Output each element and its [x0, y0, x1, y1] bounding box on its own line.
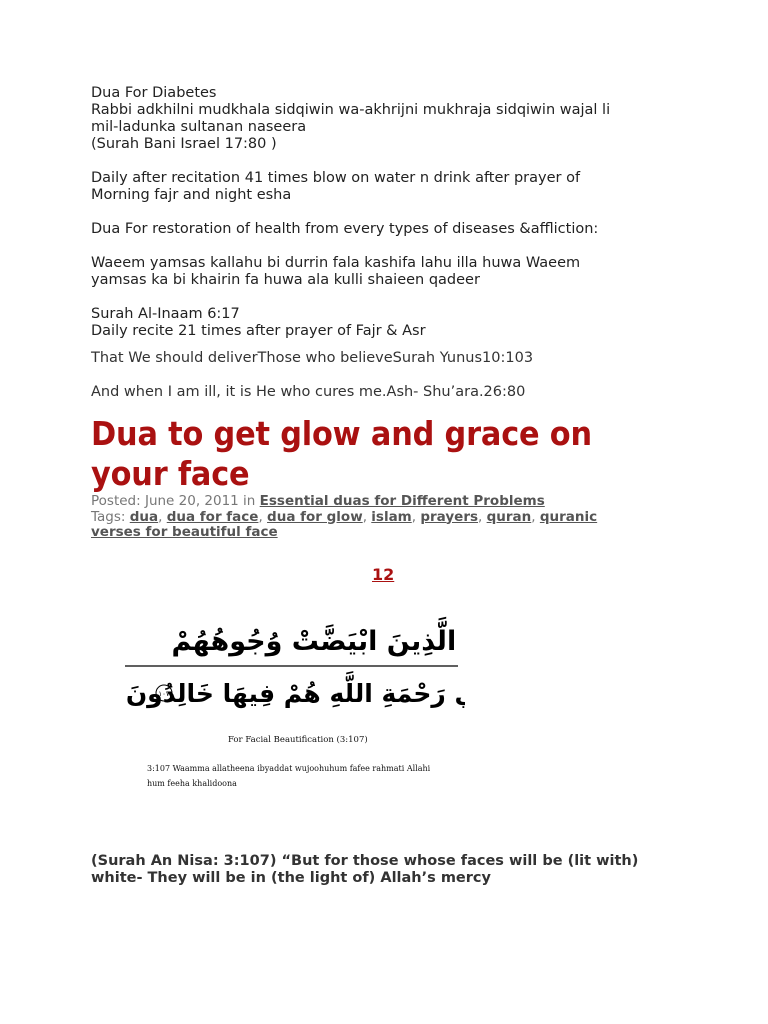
dua-text-line: yamsas ka bi khairin fa huwa ala kulli shaieen qadeer: [91, 272, 480, 288]
tag-link[interactable]: quranic: [539, 508, 598, 525]
post-title-line: your face: [91, 454, 250, 493]
instruction-line: Daily after recitation 41 times blow on water n drink after prayer of: [91, 170, 581, 186]
dua-diabetes-title: Dua For Diabetes: [91, 85, 217, 101]
tags-label: Tags:: [91, 508, 130, 525]
tag-link[interactable]: dua for face: [166, 508, 259, 525]
category-link[interactable]: Essential duas for Different Problems: [259, 493, 545, 509]
translation-line: white- They will be in (the light of) Allah’s mercy: [91, 870, 491, 886]
tag-link[interactable]: dua for glow: [267, 508, 363, 525]
tag-link[interactable]: prayers: [420, 508, 479, 525]
instruction-line: Daily recite 21 times after prayer of Fajr & Asr: [91, 323, 426, 339]
post-meta-tags-cont: [91, 525, 691, 541]
dua-health-title: Dua For restoration of health from every types of diseases &affliction:: [91, 221, 599, 237]
figure-caption: For Facial Beautification (3:107): [228, 735, 368, 745]
verse-line: And when I am ill, it is He who cures me.Ash- Shu’ara.26:80: [91, 384, 526, 400]
tag-link[interactable]: dua: [129, 508, 159, 525]
comment-count-link[interactable]: 12: [372, 565, 395, 584]
posted-label: Posted: June 20, 2011 in: [91, 493, 260, 509]
dua-text-line: Rabbi adkhilni mudkhala sidqiwin wa-akhrijni mukhraja sidqiwin wajal li: [91, 102, 611, 118]
surah-reference: (Surah Bani Israel 17:80 ): [91, 136, 277, 152]
verse-number: ١٠٧: [158, 690, 170, 698]
tag-link[interactable]: islam: [371, 508, 412, 525]
arabic-verse-line: رَحْمَةِ اللَّهِ هُمْ فِيهَا خَالِدُونَ: [125, 679, 446, 708]
arabic-verse-line: الَّذِينَ ابْيَضَّتْ وُجُوهُهُمْ: [171, 626, 457, 657]
post-title: [91, 414, 691, 494]
quran-verse-image: [120, 610, 465, 800]
tag-link[interactable]: verses for beautiful face: [91, 524, 278, 540]
article-body: [91, 85, 691, 541]
transliteration-line: 3:107 Waamma allatheena ibyaddat wujoohuhum fafee rahmati Allahi: [147, 764, 431, 773]
transliteration-line: hum feeha khalidoona: [147, 779, 237, 788]
verse-line: That We should deliverThose who believeSurah Yunus10:103: [91, 350, 534, 366]
translation-line: (Surah An Nisa: 3:107) “But for those whose faces will be (lit with): [91, 853, 639, 869]
surah-reference: Surah Al-Inaam 6:17: [91, 306, 240, 322]
dua-text-line: mil-ladunka sultanan naseera: [91, 119, 307, 135]
tag-link[interactable]: quran: [486, 508, 532, 525]
dua-text-line: Waeem yamsas kallahu bi durrin fala kashifa lahu illa huwa Waeem: [91, 255, 581, 271]
verse-translation: [91, 853, 731, 887]
instruction-line: Morning fajr and night esha: [91, 187, 292, 203]
verse-image-svg: [120, 610, 465, 800]
post-meta-tags: Tags: dua, dua for face, dua for glow, islam, prayers, quran, quranic: [91, 508, 598, 525]
post-title-line: Dua to get glow and grace on: [91, 414, 592, 453]
post-meta-posted: [91, 494, 691, 510]
